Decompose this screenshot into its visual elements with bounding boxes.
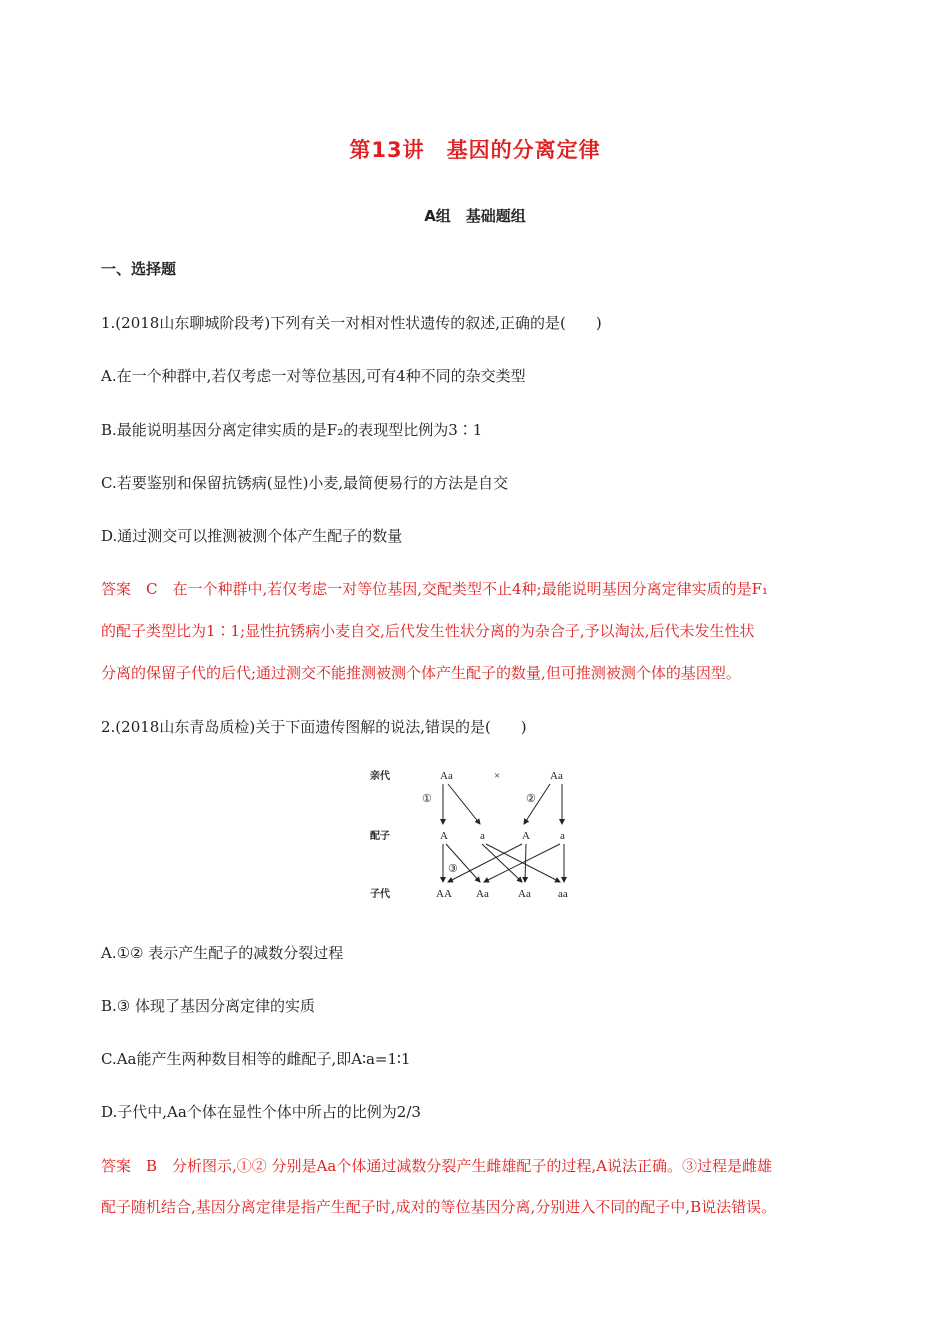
cross-sign: × bbox=[494, 770, 501, 782]
question-1-answer-line-2: 的配子类型比为1∶1;显性抗锈病小麦自交,后代发生性状分离的为杂合子,予以淘汰,后代未发生性状 bbox=[101, 622, 755, 640]
question-1-option-d: D.通过测交可以推测被测个体产生配子的数量 bbox=[101, 527, 403, 545]
arrow-A2-Aa-2 bbox=[525, 844, 526, 882]
row-label-offspring: 子代 bbox=[370, 889, 390, 900]
question-2-option-d: D.子代中,Aa个体在显性个体中所占的比例为2/3 bbox=[101, 1103, 421, 1121]
arrow-a-Aa-2 bbox=[482, 844, 522, 882]
offspring-4: aa bbox=[558, 888, 568, 900]
gamete-1: A bbox=[440, 830, 448, 842]
arrow-p1-gamete-a bbox=[448, 784, 480, 824]
section-heading: 一、选择题 bbox=[101, 260, 177, 278]
question-1-option-b: B.最能说明基因分离定律实质的是F₂的表现型比例为3∶1 bbox=[101, 421, 483, 439]
row-label-parent: 亲代 bbox=[370, 771, 390, 782]
question-1-answer-line-1: 答案 C 在一个种群中,若仅考虑一对等位基因,交配类型不止4种;最能说明基因分离定律实质的是F₁ bbox=[101, 580, 769, 598]
offspring-3: Aa bbox=[518, 888, 531, 900]
mark-2: ② bbox=[526, 793, 536, 805]
mark-1: ① bbox=[422, 793, 432, 805]
mark-3: ③ bbox=[448, 863, 458, 875]
parent-2: Aa bbox=[550, 770, 563, 782]
question-2-answer-line-2: 配子随机结合,基因分离定律是指产生配子时,成对的等位基因分离,分别进入不同的配子中,B说法错误。 bbox=[101, 1198, 777, 1216]
offspring-2: Aa bbox=[476, 888, 489, 900]
question-1-option-a: A.在一个种群中,若仅考虑一对等位基因,可有4种不同的杂交类型 bbox=[101, 367, 526, 385]
question-2-stem: 2.(2018山东青岛质检)关于下面遗传图解的说法,错误的是( ) bbox=[101, 718, 527, 736]
gamete-4: a bbox=[560, 830, 565, 842]
row-label-gamete: 配子 bbox=[370, 831, 390, 842]
genetic-cross-diagram bbox=[370, 762, 590, 902]
arrow-A2-AA bbox=[448, 844, 522, 882]
question-2-answer-line-1: 答案 B 分析图示,①② 分别是Aa个体通过减数分裂产生雌雄配子的过程,A说法正确。③过程是雌雄 bbox=[101, 1157, 772, 1175]
question-2-option-c: C.Aa能产生两种数目相等的雌配子,即A∶a=1∶1 bbox=[101, 1050, 411, 1068]
parent-1: Aa bbox=[440, 770, 453, 782]
question-1-stem: 1.(2018山东聊城阶段考)下列有关一对相对性状遗传的叙述,正确的是( ) bbox=[101, 314, 602, 332]
question-1-option-c: C.若要鉴别和保留抗锈病(显性)小麦,最简便易行的方法是自交 bbox=[101, 474, 509, 492]
question-1-answer-line-3: 分离的保留子代的后代;通过测交不能推测被测个体产生配子的数量,但可推测被测个体的基因型。 bbox=[101, 664, 741, 682]
question-2-option-a: A.①② 表示产生配子的减数分裂过程 bbox=[101, 944, 344, 962]
page-title: 第13讲 基因的分离定律 bbox=[349, 138, 601, 162]
gamete-2: a bbox=[480, 830, 485, 842]
question-2-option-b: B.③ 体现了基因分离定律的实质 bbox=[101, 997, 316, 1015]
offspring-1: AA bbox=[436, 888, 452, 900]
gamete-3: A bbox=[522, 830, 530, 842]
group-heading: A组 基础题组 bbox=[424, 207, 526, 225]
